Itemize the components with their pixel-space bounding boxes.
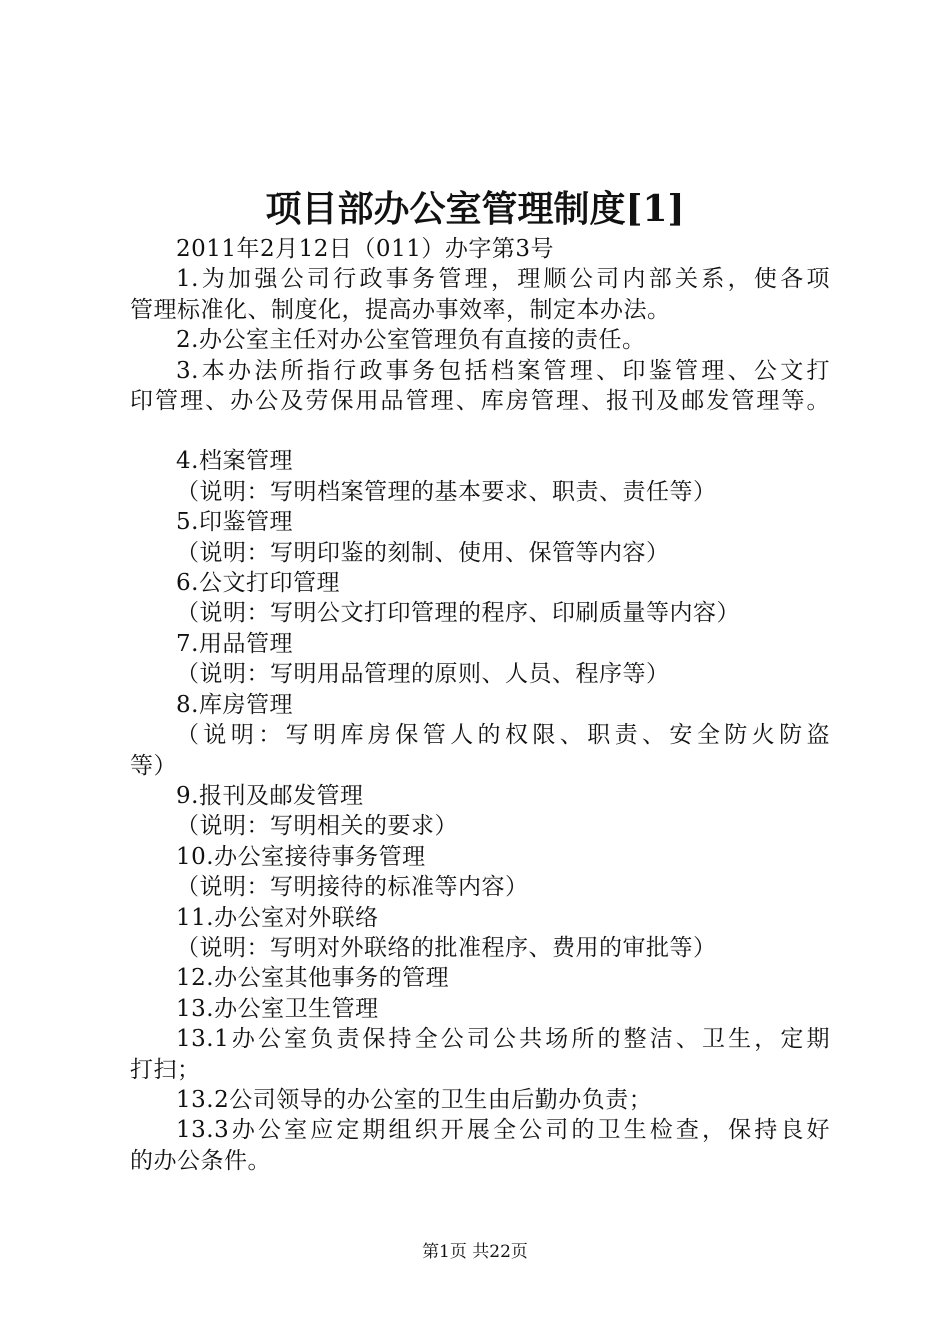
document-body xyxy=(130,234,830,1176)
section-note: （说明：写明档案管理的基本要求、职责、责任等） xyxy=(176,478,717,505)
paragraph-3-line-2: 印管理、办公及劳保用品管理、库房管理、报刊及邮发管理等。 xyxy=(130,388,830,415)
paragraph-1-line-2: 管理标准化、制度化，提高办事效率，制定本办法。 xyxy=(130,296,671,323)
page-number-footer: 第1页 共22页 xyxy=(422,1242,528,1262)
doc-reference-line: 2011年2月12日（011）办字第3号 xyxy=(176,236,554,262)
section-note: （说明：写明印鉴的刻制、使用、保管等内容） xyxy=(176,539,670,566)
spacer xyxy=(130,416,830,446)
section-note: （说明：写明对外联络的批准程序、费用的审批等） xyxy=(176,934,717,961)
section-note-line-1: （说明：写明库房保管人的权限、职责、安全防火防盗 xyxy=(176,722,830,749)
section-heading: 7.用品管理 xyxy=(176,630,293,657)
section-heading: 10.办公室接待事务管理 xyxy=(176,843,426,870)
section-note: （说明：写明相关的要求） xyxy=(176,813,458,840)
paragraph-3-line-1: 3.本办法所指行政事务包括档案管理、印鉴管理、公文打 xyxy=(176,357,830,384)
clause-13-1-line-1: 13.1办公室负责保持全公司公共场所的整洁、卫生，定期 xyxy=(176,1026,830,1053)
section-heading: 6.公文打印管理 xyxy=(176,570,340,597)
section-heading: 5.印鉴管理 xyxy=(176,509,293,536)
section-heading: 11.办公室对外联络 xyxy=(176,904,379,931)
section-note: （说明：写明公文打印管理的程序、印刷质量等内容） xyxy=(176,600,740,627)
section-note: （说明：写明用品管理的原则、人员、程序等） xyxy=(176,661,670,688)
page-title: 项目部办公室管理制度[1] xyxy=(265,188,685,230)
section-heading: 9.报刊及邮发管理 xyxy=(176,782,364,809)
section-note: （说明：写明接待的标准等内容） xyxy=(176,874,529,901)
clause-13-3-line-2: 的办公条件。 xyxy=(130,1147,271,1174)
paragraph-2: 2.办公室主任对办公室管理负有直接的责任。 xyxy=(176,327,646,354)
section-heading: 13.办公室卫生管理 xyxy=(176,995,379,1022)
section-heading: 4.档案管理 xyxy=(176,448,293,475)
section-heading: 12.办公室其他事务的管理 xyxy=(176,965,450,992)
clause-13-3-line-1: 13.3办公室应定期组织开展全公司的卫生检查，保持良好 xyxy=(176,1117,830,1144)
clause-13-2: 13.2公司领导的办公室的卫生由后勤办负责； xyxy=(176,1086,653,1113)
section-heading: 8.库房管理 xyxy=(176,691,293,718)
clause-13-1-line-2: 打扫； xyxy=(130,1056,201,1083)
paragraph-1-line-1: 1.为加强公司行政事务管理，理顺公司内部关系，使各项 xyxy=(176,266,830,293)
section-note-line-2: 等） xyxy=(130,752,177,779)
